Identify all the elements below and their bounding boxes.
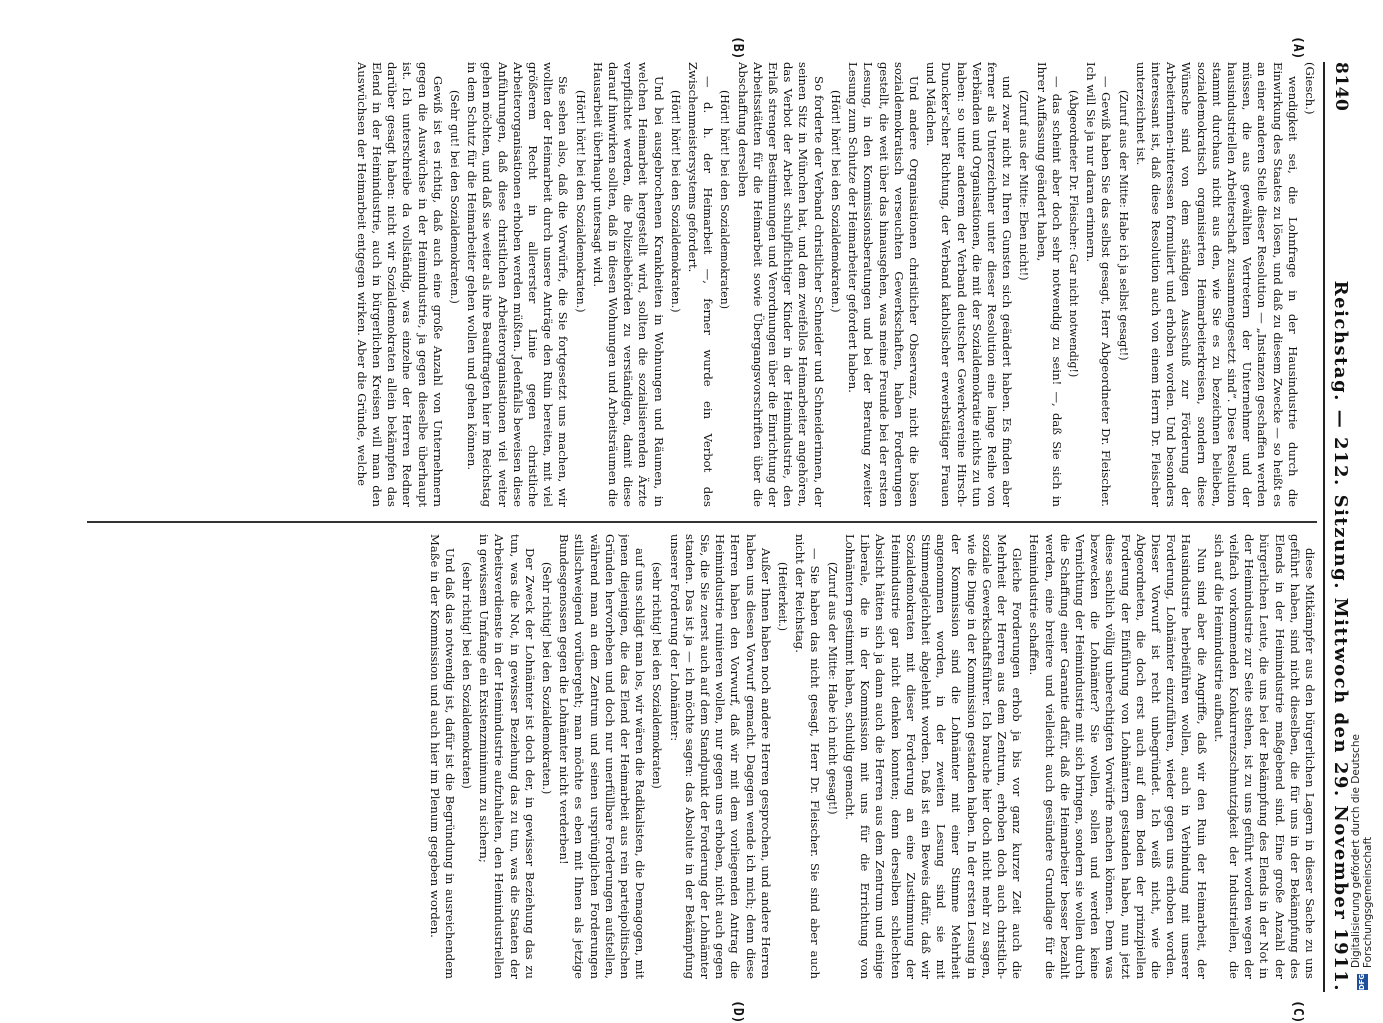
paragraph: auf uns schlägt man los, wir wären die Radikalisten, die Demagogen, mit jenen diejenigen, die das Elend der Heimarbeit aus rein parteipolitischen Gründen hervorheben und doch nur unerfüllbare Forderungen aufstellen, während man an dem Zentrum und seinen ursprünglichen Forderungen stillschweigend vorübergeht; man möchte es eben mit Ihnen als jetzige Bundesgenossen gegen die Lohnämter nicht verderben! xyxy=(557,534,648,979)
paragraph: (Zuruf aus der Mitte: Habe ich ja selbst gesagt!) xyxy=(1116,90,1130,361)
paragraph: Sie sehen also, daß die Vorwürfe, die Sie fortgesetzt uns machen, wir wollten der Heimarbeit durch unsere Anträge den Ruin bereiten, mit viel größerem Recht in allererster Linie gegen christliche Arbeiterorganisationen erhoben werden müßten. Jedenfalls beweisen diese Anführungen, daß diese christlichen Arbeiterorganisationen viel weiter gehen möchten, und daß sie weiter als ihre Beauftragten hier im Reichstag in dem Schutz für die Heimarbeiter gehen wollen und gehen können. xyxy=(465,62,571,507)
paragraph: — d. h. der Heimarbeit —, ferner wurde ein Verbot des Zwischenmeistersystems gefordert. xyxy=(686,62,716,507)
paragraph: (Heiterkeit.) xyxy=(776,562,790,632)
paragraph: — Sie haben das nicht gesagt, Herr Dr. Fleischer. Sie sind aber auch nicht der Reichstag. xyxy=(793,534,823,979)
paragraph: (Hört! hört! bei den Sozialdemokraten) xyxy=(718,90,732,310)
paragraph: (Hört! hört! bei den Sozialdemokraten.) xyxy=(573,90,587,313)
paragraph: Und daß das notwendig ist, dafür ist die Begründung in ausreichendem Maße in der Kommission und auch hier im Plenum gegeben worden. xyxy=(427,534,457,979)
paragraph: (Zuruf aus der Mitte: Eben nicht!) xyxy=(1017,90,1031,281)
dfg-footer xyxy=(1352,630,1372,990)
dfg-logo-icon: DFG xyxy=(1358,973,1366,991)
paragraph: wendigkeit sei, die Lohnfrage in der Hausindustrie durch die Einwirkung des Staates zu lösen, und daß zu diesem Zwecke — so heißt es an einer anderen Stelle dieser Resolution — „Instanzen geschaffen werden müssen, die aus gewählten Vertretern der Unternehmer und der hausindustriellen Arbeiterschaft zusammengesetzt sind“. Diese Resolution stammt durchaus nicht aus den, wie Sie es zu bezeichnen belieben, sozialdemokratisch organisierten Heimarbeiterkreisen, sondern diese Wünsche sind von dem ständigen Ausschuß zur Förderung der Arbeiterinnen-interessen formuliert und erhoben worden. Und besonders interessant ist, daß diese Resolution auch von einem Herrn Dr. Fleischer unterzeichnet ist. xyxy=(1133,62,1300,507)
paragraph: — das scheint aber doch sehr notwendig zu sein! —, daß Sie sich in Ihrer Auffassung geändert haben, xyxy=(1034,62,1064,507)
page-title: Reichstag. — 212. Sitzung. Mittwoch den 29. November 1911. xyxy=(1330,280,1352,992)
paragraph: (Sehr richtig! bei den Sozialdemokraten.) xyxy=(540,562,554,795)
paragraph: Und bei ausgebrochenen Krankheiten in Wohnungen und Räumen, in welchen Heimarbeit hergestellt wird, sollten die sozialisierenden Ärzte verpflichtet werden, die Polizeibehörden zu verständigen, damit diese darauf hinwirken sollten, daß in diesen Wohnungen und Arbeitsräumen die Hausarbeit überhaupt untersagt wird. xyxy=(590,62,666,507)
paragraph: diese Mitkämpfer aus den bürgerlichen Lagern in dieser Sache zu uns geführt haben, sind nicht dieselben, die für uns in der Bekämpfung des Elends in der Heimindustrie maßgebend sind. Eine große Anzahl der bürgerlichen Leute, die uns bei der Bekämpfung des Elends in der Not in der Heimindustrie zur Seite stehen, ist zu uns geführt worden wegen der vielfach vorkommenden Konkurrenzschmutzigkeit der Industriellen, die sich auf die Heimindustrie aufbaut. xyxy=(1211,534,1317,979)
paragraph: und zwar nicht zu Ihren Gunsten sich geändert haben. Es finden aber ferner als Unterzeichner unter dieser Resolution eine lange Reihe von Verbänden und Organisationen, die mit der Sozialdemokratie nichts zu tun haben: so unter anderem der Verband deutscher Gewerkvereine Hirsch-Duncker'scher Richtung, der Verband katholischer erwerbstätiger Frauen und Mädchen. xyxy=(924,62,1015,507)
left-text-column xyxy=(87,62,1317,507)
paragraph: (Zuruf aus der Mitte: Habe ich nicht gesagt!) xyxy=(825,562,839,815)
margin-marker-c: (C) xyxy=(1290,1000,1305,1023)
paragraph: Der Zweck der Lohnämter ist doch der, in gewisser Beziehung das zu tun, was die Not, in gewisser Beziehung das zu tun, was die Staaten der Arbeitsverdienste in der Heimindustrie aufzuhalten, den Heimindustriellen in gewissem Umfange ein Existenzminimum zu sichern; xyxy=(477,534,537,979)
paragraph: (Abgeordneter Dr. Fleischer: Gar nicht notwendig!) xyxy=(1066,90,1080,378)
paragraph: (sehr richtig! bei den Sozialdemokraten) xyxy=(460,562,474,789)
paragraph: (Sehr gut! bei den Sozialdemokraten.) xyxy=(448,90,462,304)
paragraph: So forderte der Verband christlicher Schneider und Schneiderinnen, der seinen Sitz in München hat, und dem zweifellos Heimarbeiter angehören, das Verbot der Arbeit schulpflichtiger Kinder in der Heimindustrie, den Erlaß strenger Bestimmungen und Verordnungen über die Einrichtung der Arbeitsstätten für die Heimarbeit sowie Übergangsvorschriften über die Abschaffung derselben xyxy=(735,62,826,507)
margin-marker-b: (B) xyxy=(730,36,745,60)
page-number: 8140 xyxy=(1331,62,1351,112)
margin-marker-a: (A) xyxy=(1290,36,1305,60)
paragraph: (Giesch.) xyxy=(1303,62,1317,115)
paragraph: (Hört! hört! bei den Sozialdemokraten.) xyxy=(828,90,842,313)
right-text-column xyxy=(87,534,1317,979)
paragraph: Gleiche Forderungen erhob ja bis vor ganz kurzer Zeit auch die Mehrheit der Herren aus dem Zentrum, erhoben doch auch christlich-soziale Gewerkschaftsführer. Ich brauche hier doch nicht mehr zu sagen, wie die Dinge in der Kommission gestanden haben. In der ersten Lesung in der Kommission sind die Lohnämter mit einer Stimme Mehrheit angenommen worden, in der zweiten Lesung sind sie mit Stimmengleichheit abgelehnt worden. Daß ist ein Beweis dafür, daß wir Sozialdemokraten mit dieser Forderung an eine Zustimmung der Heimindustrie gar nicht denken konnten; denn derselben schlechten Absicht hätten sich ja dann auch die Herren aus dem Zentrum und einige Liberale, die in der Kommission mit uns für die Errichtung von Lohnämtern gestimmt haben, schuldig gemacht. xyxy=(842,534,1025,979)
column-divider xyxy=(87,521,1317,523)
rotated-page xyxy=(80,36,1355,1023)
paragraph: (sehr richtig! bei den Sozialdemokraten) xyxy=(650,562,664,789)
paragraph: Gewiß ist es richtig, daß auch eine große Anzahl von Unternehmern gegen die Auswüchse in der Heimindustrie, ja gegen dieselbe überhaupt ist. Ich unterschreibe da vollständig, was einzelne der Herren Redner darüber gesagt haben: nicht wir Sozialdemokraten allein bekämpfen das Elend in der Heimindustrie, auch in bürgerlichen Kreisen will man den Auswüchsen der Heimarbeit entgegen wirken. Aber die Gründe, welche xyxy=(354,62,445,507)
paragraph: Außer Ihnen haben noch andere Herren gesprochen, und andere Herren haben uns diesen Vorwurf gemacht. Dagegen wende ich mich; denn diese Herren haben den Vorwurf, daß wir mit dem vorliegenden Antrag die Heimindustrie ruinieren wollen, nur gegen uns erhoben, nicht auch gegen Sie, die Sie zuerst auch auf dem Standpunkt der Forderung der Lohnämter standen. Das ist ja — ich möchte sagen: das Absolute in der Bekämpfung unserer Forderung der Lohnämter: xyxy=(667,534,773,979)
paragraph: (Hört! hört! bei den Sozialdemokraten.) xyxy=(668,90,682,313)
margin-marker-d: (D) xyxy=(730,1000,745,1023)
header-rule xyxy=(1323,62,1325,992)
paragraph: — Gewiß haben Sie das selbst gesagt, Herr Abgeordneter Dr. Fleischer. Ich will Sie ja nur daran erinnern. xyxy=(1084,62,1114,507)
paragraph: Nun sind aber die Angriffe, daß wir den Ruin der Heimarbeit, der Hausindustrie herbeiführen wollen, auch in Verbindung mit unserer Forderung, Lohnämter einzuführen, wieder gegen uns erhoben worden. Dieser Vorwurf ist recht unbegründet. Ich weiß nicht, wie die Abgeordneten, die doch erst auch auf dem Boden der prinzipiellen Forderung der Einführung von Lohnämtern gestanden haben, nun jetzt diese sachlich völlig unberechtigten Vorwürfe machen können. Denn was bezwecken die Lohnämter? Sie wollen, sollen und werden keine Vernichtung der Heimindustrie mit sich bringen, sondern sie wollen durch die Schaffung einer Garantie dafür, daß die Heimarbeiter besser bezahlt werden, eine breitere und vielleicht auch gesündere Grundlage für die Heimindustrie schaffen. xyxy=(1027,534,1209,979)
footer-credit: Digitalisierung gefördert durch die Deutsche Forschungsgemeinschaft xyxy=(1350,734,1374,968)
paragraph: Und andere Organisationen christlicher Observanz, nicht die bösen sozialdemokratisch verseuchten Gewerkschaften, haben Forderungen gestellt, die weit über das hinausgehen, was meine Freunde bei der ersten Lesung, in den Kommissionsberatungen und bei der Beratung zweiter Lesung zum Schutze der Heimarbeiter gefordert haben. xyxy=(846,62,921,507)
